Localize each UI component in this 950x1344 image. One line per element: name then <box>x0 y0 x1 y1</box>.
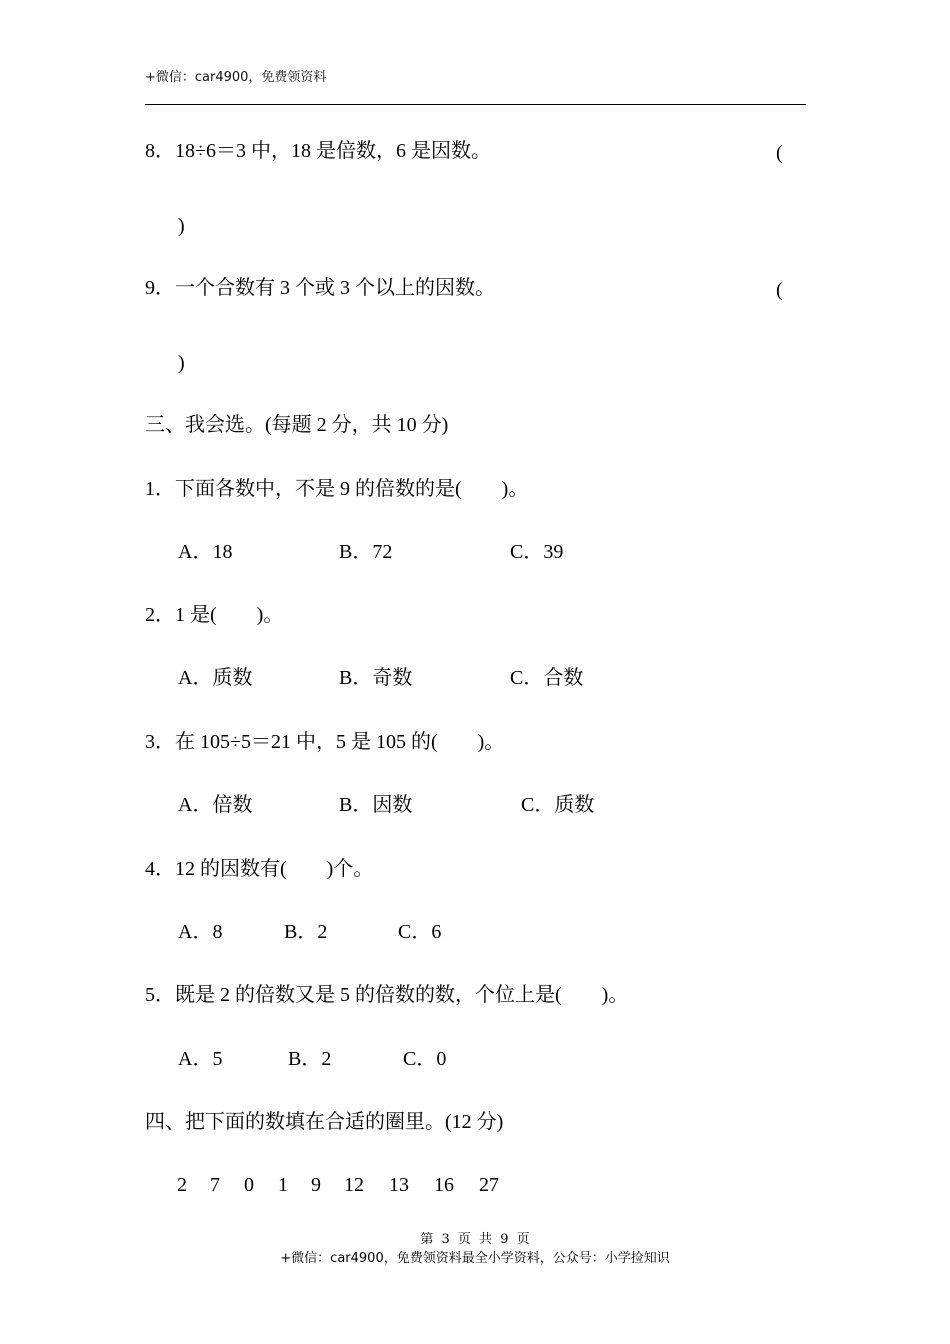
footer-note: +微信：car4900，免费领资料最全小学资料，公众号：小学捡知识 <box>280 1251 670 1266</box>
choice-4-option-b: B．2 <box>284 921 328 943</box>
number-item: 0 <box>244 1174 254 1196</box>
section-3-title: 三、我会选。(每题 2 分，共 10 分) <box>145 414 449 436</box>
choice-2-option-c: C．合数 <box>510 667 584 689</box>
judge-8-open-paren: ( <box>776 142 783 164</box>
number-item: 27 <box>479 1174 499 1196</box>
choice-question-2: 2．1 是( )。 <box>145 604 284 626</box>
judge-question-8: 8．18÷6＝3 中，18 是倍数，6 是因数。 <box>145 140 491 162</box>
number-item: 2 <box>177 1174 187 1196</box>
choice-5-option-b: B．2 <box>288 1048 332 1070</box>
choice-1-option-c: C．39 <box>510 541 564 563</box>
choice-3-option-a: A．倍数 <box>178 794 253 816</box>
choice-question-5: 5．既是 2 的倍数又是 5 的倍数的数，个位上是( )。 <box>145 984 629 1006</box>
number-item: 1 <box>278 1174 288 1196</box>
number-item: 13 <box>389 1174 409 1196</box>
choice-5-option-c: C．0 <box>403 1048 447 1070</box>
number-item: 16 <box>434 1174 454 1196</box>
number-item: 7 <box>210 1174 220 1196</box>
choice-1-option-a: A．18 <box>178 541 233 563</box>
choice-question-4: 4．12 的因数有( )个。 <box>145 858 374 880</box>
choice-question-1: 1．下面各数中，不是 9 的倍数的是( )。 <box>145 478 529 500</box>
judge-9-open-paren: ( <box>776 279 783 301</box>
number-item: 9 <box>311 1174 321 1196</box>
choice-3-option-b: B．因数 <box>339 794 413 816</box>
choice-2-option-a: A．质数 <box>178 667 253 689</box>
header-note: +微信：car4900，免费领资料 <box>145 70 327 85</box>
header-divider <box>145 104 806 105</box>
choice-4-option-a: A．8 <box>178 921 223 943</box>
choice-question-3: 3．在 105÷5＝21 中，5 是 105 的( )。 <box>145 731 505 753</box>
choice-5-option-a: A．5 <box>178 1048 223 1070</box>
choice-1-option-b: B．72 <box>339 541 393 563</box>
choice-3-option-c: C．质数 <box>521 794 595 816</box>
page-number: 第 3 页 共 9 页 <box>420 1232 530 1247</box>
judge-9-close-paren: ) <box>178 352 185 374</box>
section-4-title: 四、把下面的数填在合适的圈里。(12 分) <box>145 1111 504 1133</box>
judge-question-9: 9．一个合数有 3 个或 3 个以上的因数。 <box>145 277 495 299</box>
judge-8-close-paren: ) <box>178 215 185 237</box>
number-item: 12 <box>344 1174 364 1196</box>
choice-2-option-b: B．奇数 <box>339 667 413 689</box>
choice-4-option-c: C．6 <box>398 921 442 943</box>
